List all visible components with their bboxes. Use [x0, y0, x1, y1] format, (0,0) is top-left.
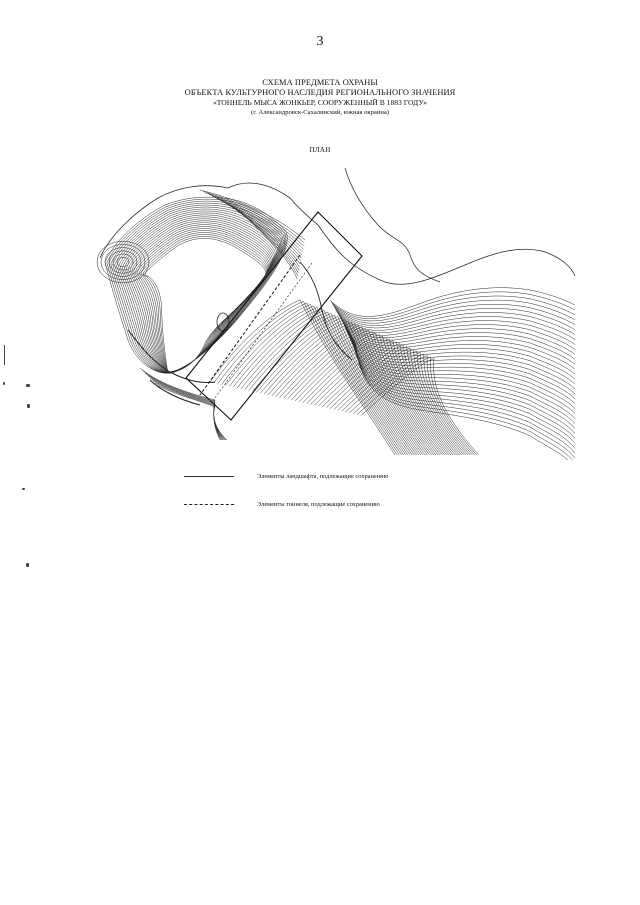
topographic-contour-map — [90, 160, 580, 460]
header-line-2: ОБЪЕКТА КУЛЬТУРНОГО НАСЛЕДИЯ РЕГИОНАЛЬНОГО ЗНАЧЕНИЯ — [184, 88, 456, 97]
plan-label: ПЛАН — [309, 146, 331, 154]
page-number: 3 — [316, 34, 324, 49]
document-header — [0, 78, 640, 118]
header-line-4: (г. Александровск-Сахалинский, южная окраина) — [251, 109, 389, 116]
legend-label-tunnel: Элементы тоннеля, подлежащие сохранению — [257, 500, 380, 508]
header-line-1: СХЕМА ПРЕДМЕТА ОХРАНЫ — [262, 78, 378, 87]
legend-item-tunnel — [184, 498, 380, 510]
header-line-3: «ТОННЕЛЬ МЫСА ЖОНКЬЕР, СООРУЖЕННЫЙ В 1883 ГОДУ» — [212, 98, 428, 107]
solid-line-swatch — [184, 476, 234, 477]
legend-label-landscape: Элементы ландшафта, подлежащие сохранению — [257, 472, 389, 480]
dashed-line-swatch — [184, 504, 234, 505]
legend-item-landscape — [184, 470, 388, 482]
contour-lines — [97, 183, 575, 460]
